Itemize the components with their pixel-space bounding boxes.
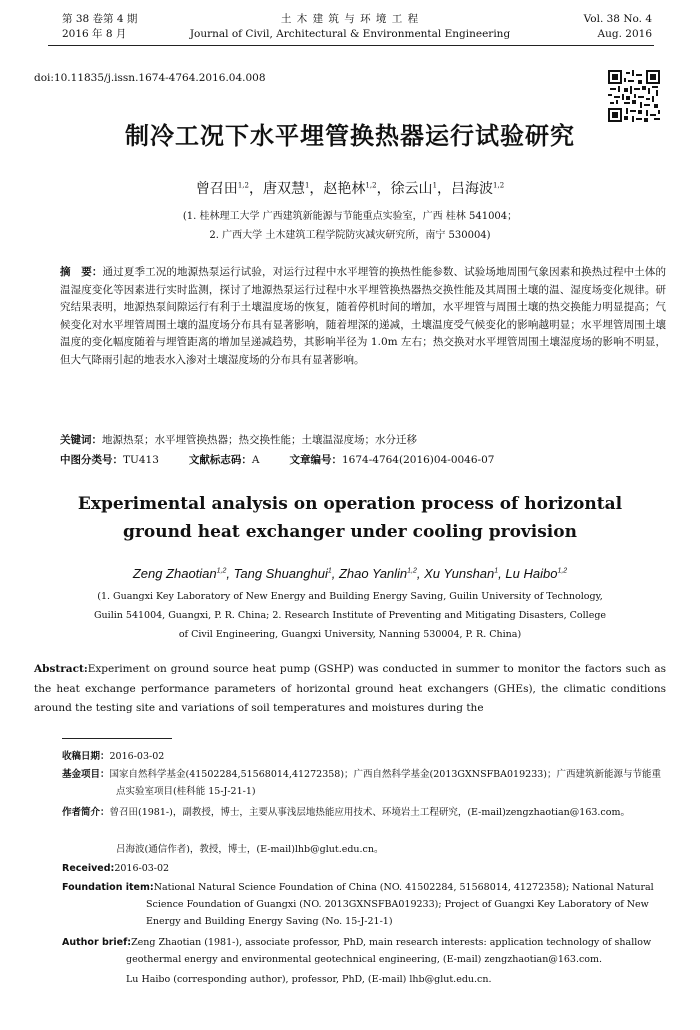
article-number-label: 文章编号： bbox=[289, 454, 342, 466]
author-en: Zeng Zhaotian$^{1,2}$, bbox=[132, 566, 234, 581]
author-cn: 唐双慧$^1$， bbox=[262, 181, 324, 197]
abstract-en-text: Experiment on ground source heat pump (GSHP) was conducted in summer to monitor the factors such as the heat exchange performance parameters of horizontal ground heat exchangers (GHEs), the climatic conditions around the testing site and variations of soil temperatures and moistures during the bbox=[34, 663, 666, 714]
classification-line bbox=[60, 452, 666, 470]
qr-code-icon bbox=[608, 70, 660, 122]
affiliation-cn-2: 2. 广西大学 土木建筑工程学院防灾减灾研究所，南宁 530004) bbox=[209, 230, 491, 241]
header-date-cn: 2016 年 8 月 bbox=[62, 28, 127, 40]
author-cn: 曾召田$^{1,2}$， bbox=[195, 181, 263, 197]
abstract-cn-text: 通过夏季工况的地源热泵运行试验，对运行过程中水平埋管的换热性能参数、试验场地周围气象因素和换热过程中土体的温湿度变化等因素进行实时监测，探讨了地源热泵运行过程中水平埋管换热器热交换性能及其周围土壤的温、湿度场变化规律。研究结果表明，地源热泵间隙运行有利于土壤温度场的恢复，随着停机时间的增加，水平埋管与周围土壤的热交换能力明显提高；气候变化对水平埋管周围土壤的温度场分布具有显著影响，随着埋深的递减，土壤温度受气候变化的影响越明显；水平埋管周围土壤温度的变化幅度随着与埋管距离的增加呈递减趋势，其影响半径为 1.0m 左右；热交换对水平埋管周围土壤湿度场的影响不明显，但大气降雨引起的地表水入渗对土壤湿度场的分布具有显著影响。 bbox=[60, 266, 667, 366]
header-journal-en: Journal of Civil, Architectural & Environmental Engineering bbox=[189, 28, 511, 40]
affiliation-en-3: of Civil Engineering, Guangxi University, Nanning 530004, P. R. China) bbox=[178, 629, 522, 640]
clc-value: TU413 bbox=[123, 454, 159, 466]
author-en: Tang Shuanghui$^1$, bbox=[233, 566, 339, 581]
footnote-fund-en: Foundation item:National Natural Science Foundation of China (NO. 41502284, 51568014, 41272358); National Natural Science Foundation of Guangxi (NO. 2013GXNSFBA019233); Project of Guangxi Key Laboratory of New Energy and Building Energy Saving (No. 15-J-21-1) bbox=[62, 882, 654, 927]
doc-code-value: A bbox=[251, 454, 260, 466]
authors-cn bbox=[0, 178, 700, 198]
author-cn: 赵艳林$^{1,2}$， bbox=[323, 181, 391, 197]
footnote-fund-cn: 基金项目：国家自然科学基金(41502284,51568014,41272358)；广西自然科学基金(2013GXNSFBA019233)；广西建筑新能源与节能重点实验室项目(桂科能 15-J-21-1) bbox=[62, 769, 661, 797]
abstract-en-label: Abstract: bbox=[34, 663, 88, 675]
author-en: Xu Yunshan$^1$, bbox=[424, 566, 506, 581]
keywords-cn bbox=[60, 432, 666, 450]
header-date-en: Aug. 2016 bbox=[597, 28, 652, 40]
keywords-cn-text: 地源热泵；水平埋管换热器；热交换性能；土壤温湿度场；水分迁移 bbox=[102, 434, 417, 446]
authors-en bbox=[0, 566, 700, 581]
abstract-en bbox=[34, 660, 666, 719]
author-cn: 吕海波$^{1,2}$ bbox=[451, 181, 505, 197]
affiliation-en-1: (1. Guangxi Key Laboratory of New Energy and Building Energy Saving, Guilin University of Technology, bbox=[97, 591, 603, 602]
footnote-brief-en-2: Lu Haibo (corresponding author), professor, PhD, (E-mail) lhb@glut.edu.cn. bbox=[126, 974, 492, 985]
author-en: Zhao Yanlin$^{1,2}$, bbox=[338, 566, 425, 581]
clc-label: 中图分类号： bbox=[60, 454, 123, 466]
header-journal-cn: 土 木 建 筑 与 环 境 工 程 bbox=[280, 13, 420, 25]
header-volume-en: Vol. 38 No. 4 bbox=[583, 13, 652, 25]
header-volume-cn: 第 38 卷第 4 期 bbox=[62, 13, 138, 25]
footnote-received-en: Received:2016-03-02 bbox=[62, 863, 170, 874]
article-number-value: 1674-4764(2016)04-0046-07 bbox=[342, 454, 495, 466]
doi: doi:10.11835/j.issn.1674-4764.2016.04.008 bbox=[34, 72, 266, 84]
title-cn: 制冷工况下水平埋管换热器运行试验研究 bbox=[125, 121, 575, 150]
header-rule bbox=[48, 45, 654, 46]
abstract-cn-label: 摘 要： bbox=[60, 266, 103, 278]
abstract-cn bbox=[60, 264, 666, 370]
affiliation-en-2: Guilin 541004, Guangxi, P. R. China; 2. Research Institute of Preventing and Mitigating Disasters, College bbox=[93, 610, 607, 621]
footnote-brief-en: Author brief:Zeng Zhaotian (1981-), associate professor, PhD, main research interests: application technology of shallow geothermal energy and environmental geotechnical engineering, (E-mail) zengzhaotian@163.com. bbox=[62, 937, 652, 965]
affiliation-cn-1: (1. 桂林理工大学 广西建筑新能源与节能重点实验室，广西 桂林 541004； bbox=[182, 211, 518, 222]
keywords-cn-label: 关键词： bbox=[60, 434, 102, 446]
footnote-received-cn: 收稿日期：2016-03-02 bbox=[62, 751, 165, 762]
doc-code-label: 文献标志码： bbox=[188, 454, 252, 466]
footnote-rule bbox=[62, 738, 172, 739]
footnote-author-cn: 作者简介：曾召田(1981-)，副教授，博士，主要从事浅层地热能应用技术、环境岩土工程研究，(E-mail)zengzhaotian@163.com。 bbox=[62, 807, 630, 818]
author-en: Lu Haibo$^{1,2}$ bbox=[505, 566, 568, 581]
title-en-line-2: ground heat exchanger under cooling provision bbox=[123, 522, 577, 542]
footnote-author-cn-2: 吕海波(通信作者)，教授，博士，(E-mail)lhb@glut.edu.cn。 bbox=[116, 844, 384, 855]
author-cn: 徐云山$^1$， bbox=[390, 181, 452, 197]
title-en-line-1: Experimental analysis on operation process of horizontal bbox=[77, 494, 623, 514]
